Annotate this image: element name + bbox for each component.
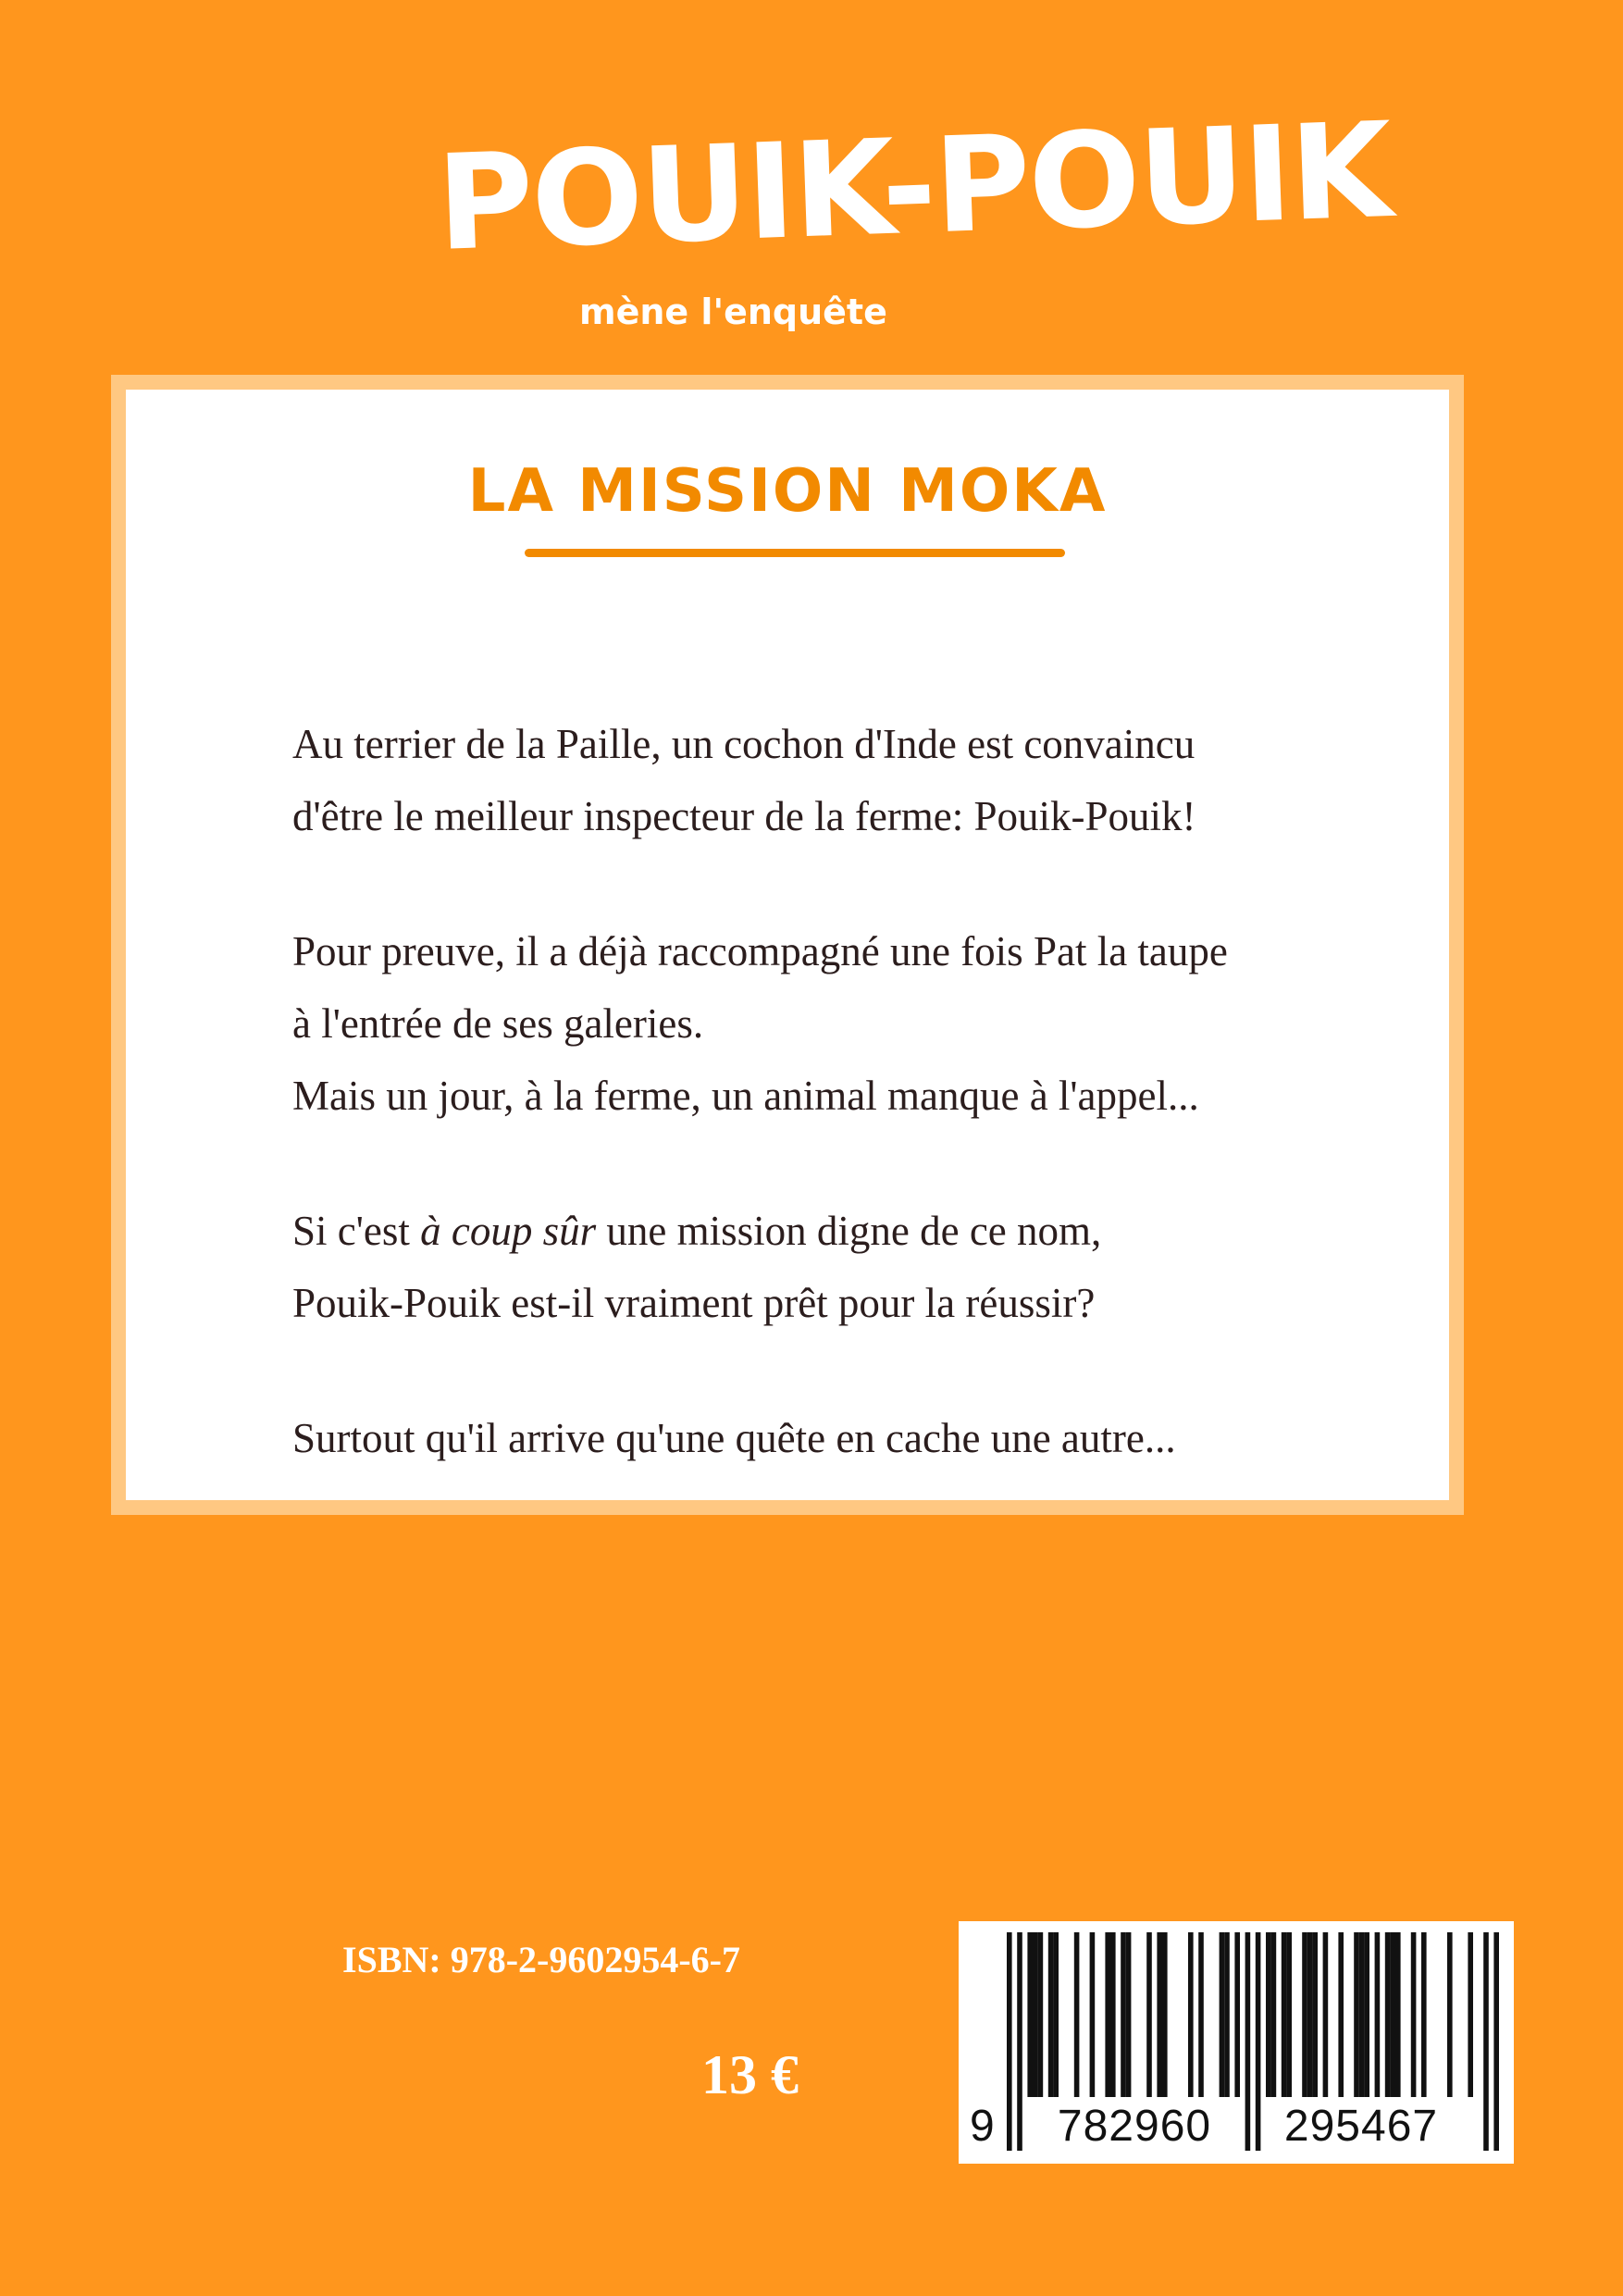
barcode-bar bbox=[1188, 1932, 1194, 2097]
barcode-bar bbox=[1234, 1932, 1240, 2097]
barcode-bar bbox=[1146, 1932, 1152, 2097]
barcode-bar bbox=[1421, 1932, 1427, 2097]
series-title: POUIK-POUIK bbox=[434, 94, 1394, 280]
barcode-bar bbox=[1053, 1932, 1059, 2097]
barcode-bar bbox=[1007, 1932, 1012, 2151]
barcode-bar bbox=[1110, 1932, 1116, 2097]
blurb-emphasis: à coup sûr bbox=[420, 1208, 597, 1254]
barcode-bar bbox=[1468, 1932, 1473, 2097]
barcode-bar bbox=[1105, 1932, 1110, 2097]
barcode-bar bbox=[1483, 1932, 1489, 2151]
barcode-bar bbox=[1375, 1932, 1381, 2097]
blurb-text: une mission digne de ce nom, bbox=[596, 1208, 1102, 1254]
barcode-bar bbox=[1385, 1932, 1391, 2097]
barcode-left-digits: 782960 bbox=[1057, 2102, 1212, 2151]
barcode bbox=[959, 1921, 1514, 2164]
barcode-bar bbox=[1359, 1932, 1365, 2097]
barcode-bar bbox=[1220, 1932, 1225, 2097]
barcode-bar bbox=[1354, 1932, 1359, 2097]
blurb-line: Pour preuve, il a déjà raccompagné une fois Pat la taupe bbox=[292, 928, 1228, 974]
barcode-bar bbox=[1282, 1932, 1287, 2097]
blurb bbox=[292, 708, 1431, 1474]
barcode-bar bbox=[1395, 1932, 1401, 2097]
barcode-bar bbox=[1033, 1932, 1038, 2097]
barcode-bar bbox=[1090, 1932, 1096, 2097]
blurb-line: Pouik-Pouik est-il vraiment prêt pour la réussir? bbox=[292, 1280, 1096, 1326]
barcode-bar bbox=[1198, 1932, 1204, 2097]
title-underline bbox=[525, 549, 1065, 557]
barcode-bar bbox=[1312, 1932, 1318, 2097]
barcode-bar bbox=[1048, 1932, 1054, 2097]
barcode-bar bbox=[1307, 1932, 1313, 2097]
barcode-bar bbox=[1224, 1932, 1230, 2097]
blurb-line: Surtout qu'il arrive qu'une quête en cache une autre... bbox=[292, 1415, 1176, 1461]
price-label: 13 € bbox=[701, 2044, 799, 2105]
blurb-line: Au terrier de la Paille, un cochon d'Inde est convaincu bbox=[292, 721, 1196, 767]
barcode-bar bbox=[1074, 1932, 1080, 2097]
barcode-bar bbox=[1245, 1932, 1251, 2151]
blurb-paragraph-1 bbox=[292, 708, 1431, 852]
summary-panel bbox=[111, 375, 1464, 1515]
barcode-bar bbox=[1157, 1932, 1162, 2097]
barcode-bar bbox=[1017, 1932, 1022, 2151]
isbn-label: ISBN: 978-2-9602954-6-7 bbox=[342, 1939, 740, 1980]
barcode-bar bbox=[1027, 1932, 1033, 2097]
barcode-bar bbox=[1266, 1932, 1271, 2097]
blurb-line: Mais un jour, à la ferme, un animal manque à l'appel... bbox=[292, 1073, 1199, 1119]
barcode-bar bbox=[1390, 1932, 1395, 2097]
barcode-bar bbox=[1256, 1932, 1261, 2151]
barcode-first-digit: 9 bbox=[970, 2102, 995, 2151]
barcode-bar bbox=[1126, 1932, 1132, 2097]
barcode-bar bbox=[1302, 1932, 1307, 2097]
barcode-bar bbox=[1121, 1932, 1126, 2097]
book-title: LA MISSION MOKA bbox=[467, 457, 1108, 526]
blurb-line: d'être le meilleur inspecteur de la ferme: Pouik-Pouik! bbox=[292, 793, 1196, 839]
barcode-bar bbox=[1162, 1932, 1168, 2097]
barcode-bar bbox=[1286, 1932, 1292, 2097]
barcode-bar bbox=[1493, 1932, 1499, 2151]
blurb-line: à l'entrée de ses galeries. bbox=[292, 1000, 704, 1047]
series-subtitle: mène l'enquête bbox=[579, 292, 887, 332]
series-logo bbox=[434, 94, 1394, 352]
barcode-bar bbox=[1338, 1932, 1344, 2097]
barcode-bar bbox=[1038, 1932, 1044, 2097]
barcode-bar bbox=[1447, 1932, 1453, 2097]
blurb-paragraph-4 bbox=[292, 1402, 1431, 1474]
barcode-bar bbox=[1271, 1932, 1277, 2097]
blurb-text: Si c'est bbox=[292, 1208, 421, 1254]
barcode-bar bbox=[1411, 1932, 1417, 2097]
barcode-bar bbox=[1364, 1932, 1369, 2097]
barcode-right-digits: 295467 bbox=[1283, 2102, 1439, 2151]
barcode-bar bbox=[1323, 1932, 1329, 2097]
blurb-paragraph-2 bbox=[292, 915, 1431, 1132]
blurb-paragraph-3 bbox=[292, 1195, 1431, 1339]
blurb-line bbox=[292, 1195, 1431, 1267]
